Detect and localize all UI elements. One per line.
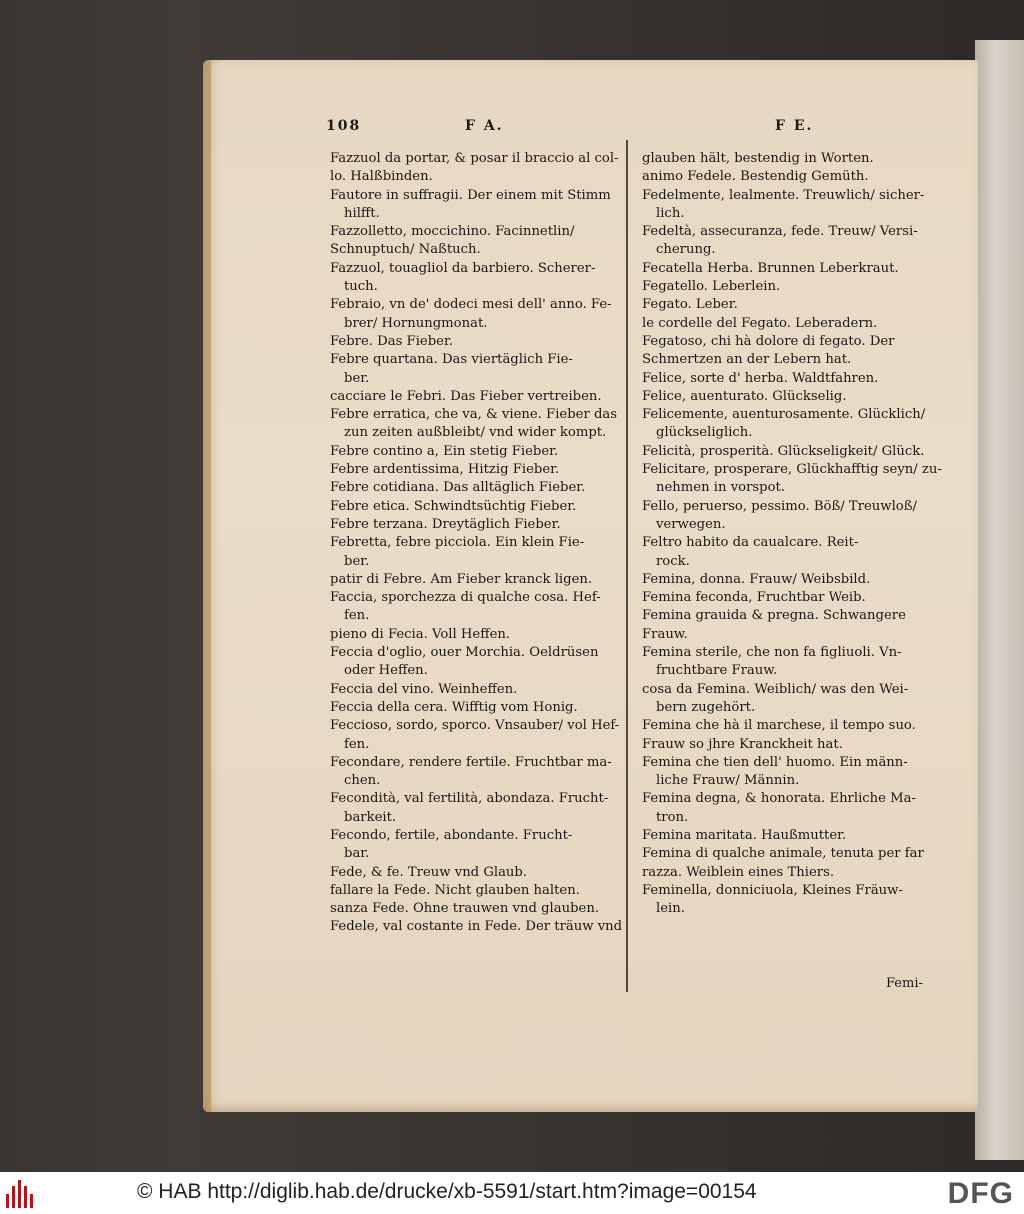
hab-logo-icon bbox=[6, 1178, 38, 1208]
entry-line: Febre ardentissima, Hitzig Fieber. bbox=[330, 462, 560, 478]
entry-line: rock. bbox=[656, 553, 690, 569]
entry-line: le cordelle del Fegato. Leberadern. bbox=[642, 315, 878, 331]
entry-line: cherung. bbox=[656, 242, 716, 258]
entry-line: Feccia d'oglio, ouer Morchia. Oeldrüsen bbox=[330, 645, 599, 661]
entry-line: fen. bbox=[344, 736, 370, 752]
entry-line: Fazzolletto, moccichino. Facinnetlin/ bbox=[330, 224, 575, 240]
entry-line: Febre terzana. Dreytäglich Fieber. bbox=[330, 516, 561, 532]
entry-line: Fedelmente, lealmente. Treuwlich/ sicher- bbox=[642, 187, 925, 203]
entry-line: Schnuptuch/ Naßtuch. bbox=[330, 242, 481, 258]
entry-line: Fello, peruerso, pessimo. Böß/ Treuwloß/ bbox=[642, 498, 917, 514]
entry-line: Fedele, val costante in Fede. Der träuw vnd bbox=[330, 919, 623, 935]
entry-line: Fautore in suffragii. Der einem mit Stimm bbox=[330, 187, 611, 203]
entry-line: Febre. Das Fieber. bbox=[330, 333, 454, 349]
entry-line: liche Frauw/ Männin. bbox=[656, 773, 800, 789]
entry-line: oder Heffen. bbox=[344, 663, 428, 679]
entry-line: hilfft. bbox=[344, 205, 380, 221]
entry-line: Febre contino a, Ein stetig Fieber. bbox=[330, 443, 559, 459]
entry-line: glückseliglich. bbox=[656, 425, 753, 441]
entry-line: razza. Weiblein eines Thiers. bbox=[642, 864, 835, 880]
entry-line: sanza Fede. Ohne trauwen vnd glauben. bbox=[330, 901, 600, 917]
entry-line: nehmen in vorspot. bbox=[656, 480, 786, 496]
entry-line: fallare la Fede. Nicht glauben halten. bbox=[330, 882, 580, 898]
entry-line: Feccia della cera. Wifftig vom Honig. bbox=[330, 699, 578, 715]
entry-line: bar. bbox=[344, 846, 370, 862]
column-divider bbox=[626, 140, 628, 992]
entry-line: Fecondità, val fertilità, abondaza. Frucht- bbox=[330, 791, 609, 807]
entry-line: Felicemente, auenturosamente. Glücklich/ bbox=[642, 407, 926, 423]
footer-bar bbox=[0, 1172, 1024, 1214]
entry-line: Frauw. bbox=[642, 626, 688, 642]
entry-line: cosa da Femina. Weiblich/ was den Wei- bbox=[642, 681, 909, 697]
entry-line: Felicità, prosperità. Glückseligkeit/ Glück. bbox=[642, 443, 925, 459]
entry-line: Feltro habito da caualcare. Reit- bbox=[642, 535, 859, 551]
entry-line: Femina feconda, Fruchtbar Weib. bbox=[642, 590, 866, 606]
entry-line: Femina che hà il marchese, il tempo suo. bbox=[642, 718, 916, 734]
entry-line: Frauw so jhre Kranckheit hat. bbox=[642, 736, 843, 752]
entry-line: Fazzuol da portar, & posar il braccio al col- bbox=[330, 151, 619, 166]
entry-line: Felice, sorte d' herba. Waldtfahren. bbox=[642, 370, 879, 386]
entry-line: Femina grauida & pregna. Schwangere bbox=[642, 608, 906, 624]
entry-line: Faccia, sporchezza di qualche cosa. Hef- bbox=[330, 590, 601, 606]
entry-line: Febre cotidiana. Das alltäglich Fieber. bbox=[330, 480, 586, 496]
entry-line: Febraio, vn de' dodeci mesi dell' anno. Fe- bbox=[330, 297, 612, 313]
entry-line: Fede, & fe. Treuw vnd Glaub. bbox=[330, 864, 528, 880]
catchword: Femi- bbox=[886, 976, 923, 991]
entry-line: Fazzuol, touagliol da barbiero. Scherer- bbox=[330, 260, 596, 276]
entry-line: pieno di Fecia. Voll Heffen. bbox=[330, 626, 511, 642]
right-column bbox=[642, 150, 942, 918]
entry-line: tron. bbox=[656, 809, 689, 825]
entry-line: Felicitare, prosperare, Glückhafftig seyn/ zu- bbox=[642, 462, 942, 478]
entry-line: Fecatella Herba. Brunnen Leberkraut. bbox=[642, 260, 899, 276]
entry-line: glauben hält, bestendig in Worten. bbox=[642, 151, 874, 166]
entry-line: Febre etica. Schwindtsüchtig Fieber. bbox=[330, 498, 577, 514]
entry-line: Femina, donna. Frauw/ Weibsbild. bbox=[642, 571, 871, 587]
entry-line: barkeit. bbox=[344, 809, 397, 825]
entry-line: Fegatello. Leberlein. bbox=[642, 279, 781, 295]
entry-line: animo Fedele. Bestendig Gemüth. bbox=[642, 169, 869, 185]
entry-line: tuch. bbox=[344, 279, 378, 295]
entry-line: lein. bbox=[656, 901, 685, 917]
copyright-url-link[interactable]: © HAB http://diglib.hab.de/drucke/xb-5591/start.htm?image=00154 bbox=[137, 1180, 757, 1203]
entry-line: bern zugehört. bbox=[656, 699, 756, 715]
entry-line: Fecondo, fertile, abondante. Frucht- bbox=[330, 827, 573, 843]
entry-line: lo. Halßbinden. bbox=[330, 169, 433, 185]
entry-line: Febre erratica, che va, & viene. Fieber das bbox=[330, 407, 618, 423]
entry-line: Femina che tien dell' huomo. Ein männ- bbox=[642, 754, 908, 770]
entry-line: Felice, auenturato. Glückselig. bbox=[642, 388, 847, 404]
entry-line: Febre quartana. Das viertäglich Fie- bbox=[330, 352, 573, 368]
adjacent-page-edge bbox=[975, 40, 1024, 1160]
entry-line: fruchtbare Frauw. bbox=[656, 663, 778, 679]
entry-line: Femina maritata. Haußmutter. bbox=[642, 827, 847, 843]
entry-line: Feccia del vino. Weinheffen. bbox=[330, 681, 518, 697]
entry-line: Schmertzen an der Lebern hat. bbox=[642, 352, 852, 368]
entry-line: Femina degna, & honorata. Ehrliche Ma- bbox=[642, 791, 916, 807]
entry-line: zun zeiten außbleibt/ vnd wider kompt. bbox=[344, 425, 607, 441]
entry-line: verwegen. bbox=[656, 516, 726, 532]
entry-line: Fecciosо, sordo, sporco. Vnsauber/ vol Hef- bbox=[330, 718, 620, 734]
entry-line: chen. bbox=[344, 773, 381, 789]
left-running-head: F A. bbox=[465, 118, 504, 134]
entry-line: Fegato. Leber. bbox=[642, 297, 738, 313]
entry-line: Fecondare, rendere fertile. Fruchtbar ma- bbox=[330, 754, 612, 770]
dfg-logo: DFG bbox=[947, 1177, 1014, 1210]
right-running-head: F E. bbox=[775, 118, 814, 134]
entry-line: brer/ Hornungmonat. bbox=[344, 315, 488, 331]
entry-line: Femina di qualche animale, tenuta per far bbox=[642, 846, 924, 862]
entry-line: Femina sterile, che non fa figliuoli. Vn- bbox=[642, 645, 902, 661]
entry-line: fen. bbox=[344, 608, 370, 624]
entry-line: Fedeltà, assecuranza, fede. Treuw/ Versi- bbox=[642, 224, 918, 240]
left-column bbox=[330, 150, 622, 937]
entry-line: Feminella, donniciuola, Kleines Fräuw- bbox=[642, 882, 903, 898]
entry-line: ber. bbox=[344, 370, 370, 386]
entry-line: lich. bbox=[656, 205, 685, 221]
entry-line: patir di Febre. Am Fieber kranck ligen. bbox=[330, 571, 593, 587]
entry-line: cacciare le Febri. Das Fieber vertreiben. bbox=[330, 388, 602, 404]
page-number: 108 bbox=[326, 118, 362, 134]
entry-line: ber. bbox=[344, 553, 370, 569]
entry-line: Febretta, febre picciola. Ein klein Fie- bbox=[330, 535, 585, 551]
entry-line: Fegatoso, chi hà dolore di fegato. Der bbox=[642, 333, 895, 349]
